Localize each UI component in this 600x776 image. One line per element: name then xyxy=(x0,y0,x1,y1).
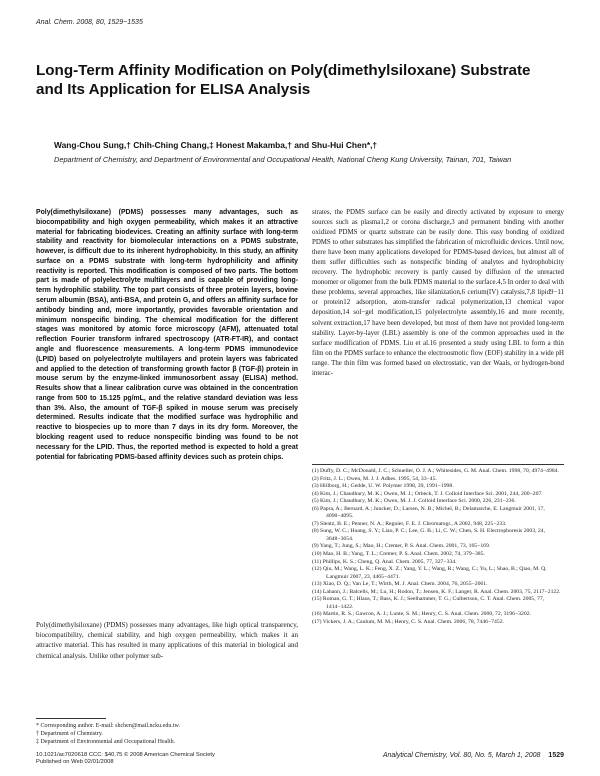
footnote-corresponding-author: * Corresponding author. E-mail: shchen@mail.ncku.edu.tw. xyxy=(36,723,180,729)
footnote-rule xyxy=(36,718,106,719)
reference-item: (15) Roman, G. T.; Hlaus, T.; Bass, K. J.; Seelhammer, T. G.; Culbertson, C. T. Anal. Chem. 2005, 77, 1414−1422. xyxy=(312,596,545,610)
reference-item: (10) Mao, H. B.; Yang, T. L.; Cremer, P. S. Anal. Chem. 2002, 74, 379−385. xyxy=(312,551,485,558)
reference-item: (4) Kim, J.; Chaudhury, M. K.; Owen, M. J.; Orbeck, T. J. Colloid Interface Sci. 2001, 244, 200−207. xyxy=(312,490,543,497)
footnote-affiliation: ‡ Department of Environmental and Occupational Health. xyxy=(36,739,176,745)
references-rule xyxy=(312,464,564,465)
reference-item: (9) Yang, T.; Jung, S.; Mao, H.; Cremer, P. S. Anal. Chem. 2001, 73, 165−169. xyxy=(312,543,491,550)
abstract: Poly(dimethylsiloxane) (PDMS) possesses many advantages, such as biocompatibility and high oxygen permeability, which makes it an attractive material for fabricating biodevices. Creating an affinity surface with long-term stability and reactivity for biomolecular interactions on a PDMS substrate, however, is difficult due to its inherent hydrophobicity. In this study, an affinity surface on a PDMS substrate with long-term hydrophilicity and affinity reactivity is reported. This modification is composed of two parts. The bottom part is made of polyelectrolyte multilayers and is capable of providing long-term hydrophilic stability. The top part consists of three protein layers, bovine serum albumin (BSA), anti-BSA, and protein G, and offers an affinity surface for antibody binding and, more importantly, provides favorable orientation and minimum nonspecific binding. The chemical modification for the different stages was monitored by atomic force microscopy (AFM), attenuated total reflection Fourier transform infrared spectroscopy (ATR-FT-IR), and contact angle and fluorescence measurements. A long-term PDMS immunodevice (LPID) based on polyelectrolyte multilayers and protein layers was fabricated and applied to the detection of transforming growth factor β (TGF-β) protein in mouse serum by the enzyme-linked immunosorbent assay (ELISA) method. Results show that a linear calibration curve was obtained in the concentration range from 500 to 15.125 pg/mL, and the relative standard deviation was less than 3%. Also, the amount of TGF-β spiked in mouse serum was precisely determined. Results indicate that the modified surface was hydrophilic and reactive to biospecies up to more than 7 days in its dry form. Moreover, the blocking reagent used to reduce nonspecific binding was found to be not necessary for the LPID. Thus, the reported method is expected to hold a great potential for fabricating PDMS-based affinity devices such as protein chips. xyxy=(36,209,298,461)
reference-item: (7) Slentz, B. E.; Penner, N. A.; Regnier, F. E. J. Chromatogr., A 2002, 948, 225−233. xyxy=(312,520,507,527)
reference-item: (12) Qiu, M.; Wang, L. K.; Feng, X. Z.; Yang, Y. L.; Wang, R.; Wang, C.; Yu, L.; Shao, B.; Qiao, M. Q. Langmuir 2007, 23, 4465−4471. xyxy=(312,566,547,580)
article-title: Long-Term Affinity Modification on Poly(dimethylsiloxane) Substrate and Its Application for ELISA Analysis xyxy=(36,62,531,98)
reference-item: (16) Martin, R. S.; Gawron, A. J.; Lunte, S. M.; Henry, C. S. Anal. Chem. 2000, 72, 3196−3202. xyxy=(312,611,531,618)
reference-item: (5) Kim, J.; Chaudhury, M. K.; Owen, M. J. J. Colloid Interface Sci. 2000, 226, 231−236. xyxy=(312,498,516,505)
reference-item: (11) Phillips, K. S.; Cheng, Q. Anal. Chem. 2005, 77, 327−334. xyxy=(312,558,457,565)
reference-list xyxy=(312,468,564,626)
publication-info xyxy=(36,752,215,767)
journal-issue: Analytical Chemistry, Vol. 80, No. 5, March 1, 2008 xyxy=(382,752,541,759)
introduction-right-column: strates, the PDMS surface can be easily and directly activated by exposure to energy sources such as plasma1,2 or corona discharge,3 and permanent binding with another oxidized PDMS or quartz substrate can be easily done. This easy bonding of oxidized PDMS to other substrates has simplified the fabrication of microfluidic devices. Until now, there have been many applications developed for PDMS-based devices, but almost all of them suffer difficulties such as nonspecific binding of analytes and hydrophobicity recovery. The hydrophobic recovery is partly caused by diffusion of the unreacted monomer or oligomer from the bulk PDMS material to the surface.4,5 In order to deal with these problems, several approaches, like silanization,6 cerium(IV) catalysis,7,8 lipid9−11 or protein12 adsorption, atom-transfer radical polymerization,13 chemical vapor deposition,14 sol−gel modification,15 polyelectrolyte assembly,16 and more recently, solvent extraction,17 have been developed, but most of them have not provided long-term stability. Layer-by-layer (LBL) assembly is one of the common approaches used in the surface modification of PDMS. Liu et al.16 presented a study using LBL to form a thin film on the PDMS surface to enhance the electroosmotic flow (EOF) stability in a wide pH range. The thin film was formed based on electrostatic, van der Waals, or hydrogen-bond interac- xyxy=(312,209,564,377)
journal-citation: Anal. Chem. 2008, 80, 1529−1535 xyxy=(36,19,143,26)
affiliation: Department of Chemistry, and Department of Environmental and Occupational Health, National Cheng Kung University, Tainan, 701, Taiwan xyxy=(54,155,512,164)
published-date: Published on Web 02/01/2008 xyxy=(36,759,114,766)
reference-item: (3) Hillborg, H.; Gedde, U. W. Polymer 1998, 39, 1991−1998. xyxy=(312,483,454,490)
reference-item: (2) Fritz, J. L.; Owen, M. J. J. Adhes. 1995, 54, 33−45. xyxy=(312,475,437,482)
doi-line: 10.1021/ac7020618 CCC: $40.75 © 2008 American Chemical Society xyxy=(36,752,215,758)
reference-item: (1) Duffy, D. C.; McDonald, J. C.; Schueller, O. J. A.; Whitesides, G. M. Anal. Chem. 1998, 70, 4974−4984. xyxy=(312,468,559,474)
introduction-left-column: Poly(dimethylsiloxane) (PDMS) possesses many advantages, like high optical transparency, biocompatibility, chemical stability, and high oxygen permeability, which makes it an attractive material. This has resulted in many applications of this material in biological and chemical analysis. Unlike other polymer sub- xyxy=(36,621,298,660)
footnote-affiliation: † Department of Chemistry. xyxy=(36,731,103,737)
author-list: Wang-Chou Sung,† Chih-Ching Chang,‡ Honest Makamba,† and Shu-Hui Chen*,† xyxy=(54,140,378,150)
reference-item: (17) Vickers, J. A.; Caulum, M. M.; Henry, C. S. Anal. Chem. 2006, 78, 7446−7452. xyxy=(312,618,504,625)
running-footer xyxy=(383,752,564,759)
footnotes xyxy=(36,722,298,746)
reference-item: (6) Papra, A.; Bernard, A.; Juncker, D.; Larsen, N. B.; Michel, B.; Delamarche, E. Langmuir 2001, 17, 4090−4095. xyxy=(312,505,545,520)
page-number: 1529 xyxy=(548,752,564,759)
reference-item: (8) Sung, W. C.; Huang, S. Y.; Liao, P. C.; Lee, G. B.; Li, C. W.; Chen, S. H. Electrophoresis 2003, 24, 3648−3654. xyxy=(312,528,546,542)
reference-item: (14) Lahann, J.; Balcells, M.; Lu, H.; Rodon, T.; Jensen, K. F.; Langer, R. Anal. Chem. 2003, 75, 2117−2122. xyxy=(312,588,561,595)
reference-item: (13) Xiao, D. Q.; Van Le, T.; Wirth, M. J. Anal. Chem. 2004, 76, 2055−2061. xyxy=(312,581,488,588)
